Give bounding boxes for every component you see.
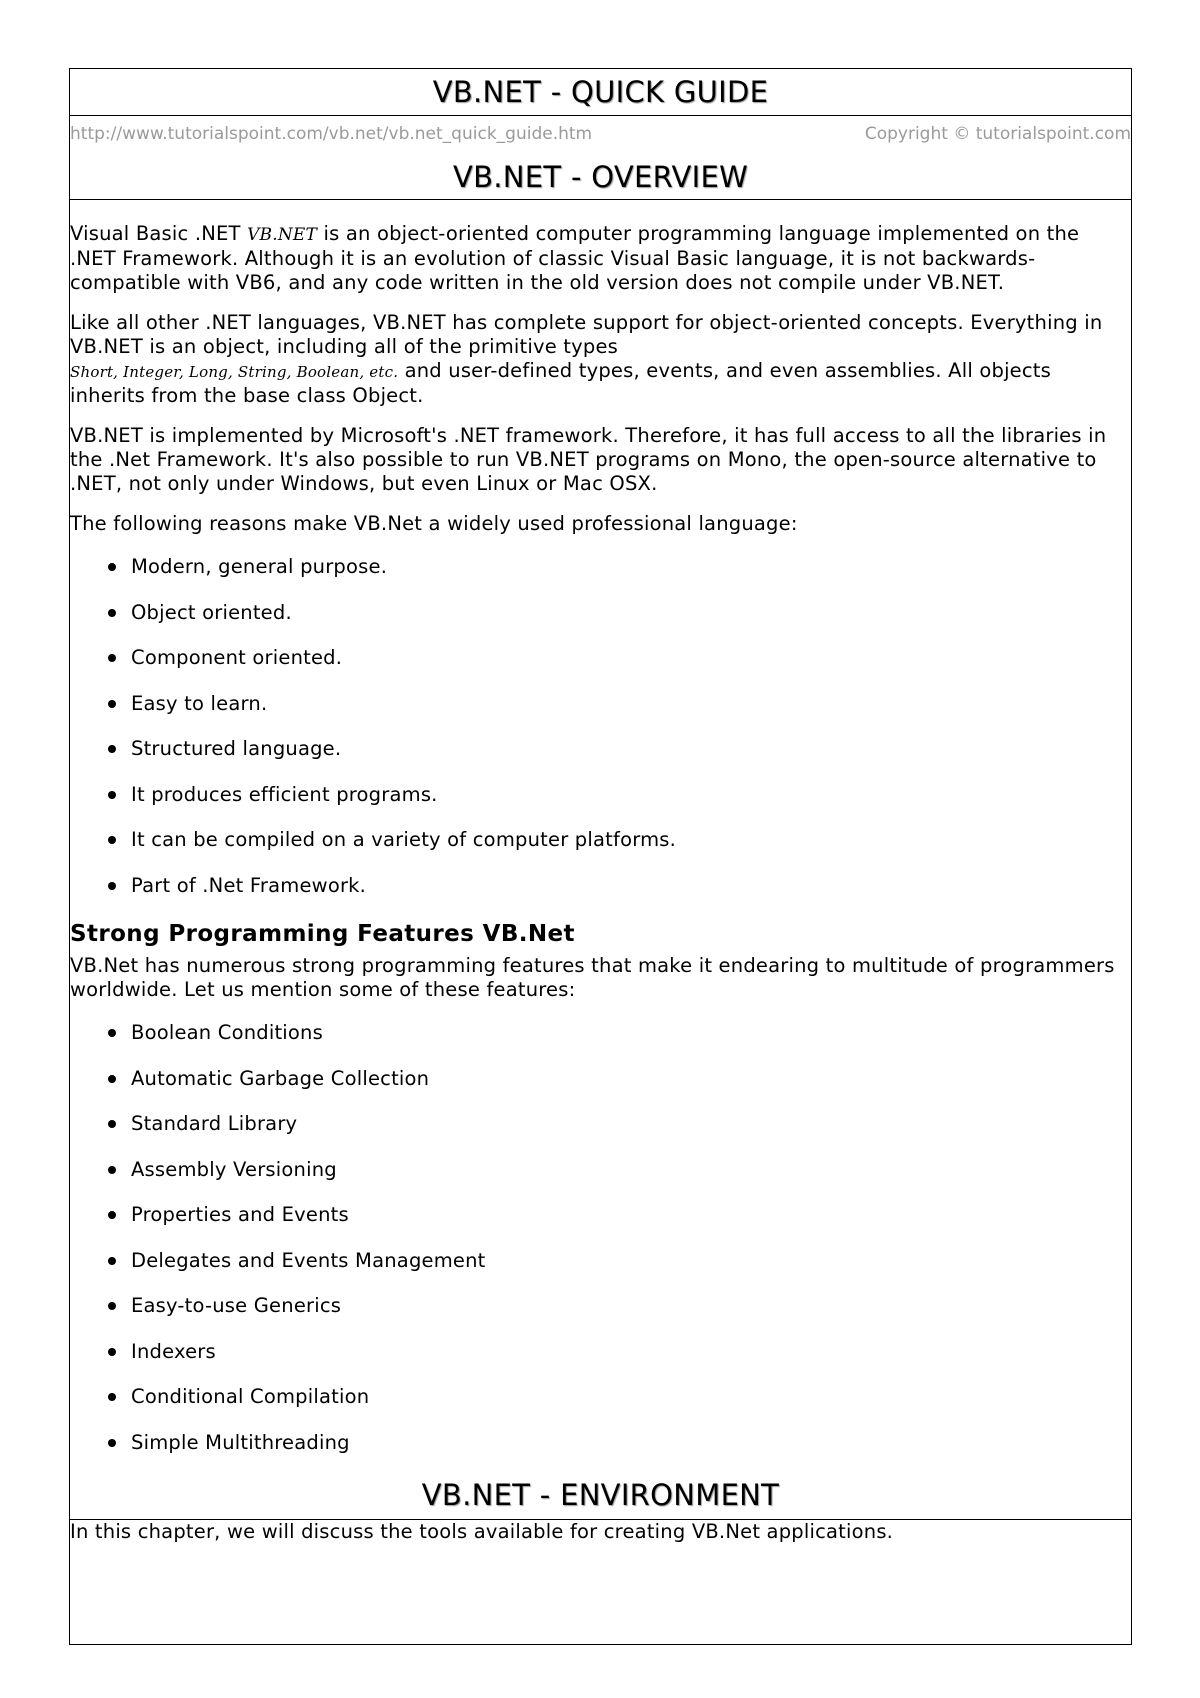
bullet-icon bbox=[108, 1302, 116, 1310]
list-item bbox=[70, 863, 1131, 909]
source-row bbox=[70, 116, 1131, 152]
environment-heading bbox=[70, 1471, 1131, 1520]
list-item-text: Delegates and Events Management bbox=[131, 1248, 486, 1272]
bullet-icon bbox=[108, 1166, 116, 1174]
list-item bbox=[70, 1056, 1131, 1102]
list-item-text: It can be compiled on a variety of computer platforms. bbox=[131, 828, 677, 851]
italic-term: VB.NET bbox=[247, 225, 318, 245]
environment-intro: In this chapter, we will discuss the tools available for creating VB.Net applications. bbox=[70, 1520, 894, 1543]
text-span: is an object-oriented computer programming language implemented on the .NET Framework. Although it is an evolution of classic Visual Basic language, it is not backwards-compatible with VB6, and any code written in the old version does not compile under VB.NET. bbox=[70, 222, 1080, 294]
list-item-text: Object oriented. bbox=[131, 600, 292, 624]
features-intro: VB.Net has numerous strong programming features that make it endearing to multitude of programmers worldwide. Let us mention some of these features: bbox=[70, 954, 1115, 1001]
bullet-icon bbox=[108, 654, 116, 662]
list-item-text: Easy-to-use Generics bbox=[131, 1294, 342, 1317]
text-span: and user-defined types, events, and even assemblies. All objects inherits from the base class Object. bbox=[70, 359, 1052, 407]
bullet-icon bbox=[108, 1257, 116, 1265]
page-title bbox=[70, 69, 1131, 116]
features-heading: Strong Programming Features VB.Net bbox=[70, 921, 575, 947]
overview-paragraph-4: The following reasons make VB.Net a widely used professional language: bbox=[70, 512, 798, 535]
list-item bbox=[70, 772, 1131, 818]
list-item bbox=[70, 1374, 1131, 1420]
list-item bbox=[70, 726, 1131, 772]
list-item-text: Structured language. bbox=[131, 737, 342, 760]
list-item-text: Indexers bbox=[131, 1339, 216, 1363]
list-item-text: Simple Multithreading bbox=[131, 1430, 350, 1454]
bullet-icon bbox=[108, 700, 116, 708]
list-item bbox=[70, 1238, 1131, 1284]
list-item bbox=[70, 1010, 1131, 1056]
list-item bbox=[70, 590, 1131, 636]
features-list bbox=[70, 1010, 1131, 1465]
list-item-text: Easy to learn. bbox=[131, 691, 268, 715]
list-item-text: Boolean Conditions bbox=[131, 1021, 323, 1044]
copyright-text: Copyright © tutorialspoint.com bbox=[864, 124, 1131, 144]
overview-heading-text: VB.NET - OVERVIEW bbox=[452, 160, 749, 194]
overview-heading bbox=[70, 152, 1131, 200]
list-item bbox=[70, 1101, 1131, 1147]
bullet-icon bbox=[108, 563, 116, 571]
list-item bbox=[70, 635, 1131, 681]
source-url-link[interactable]: http://www.tutorialspoint.com/vb.net/vb.net_quick_guide.htm bbox=[70, 124, 593, 144]
list-item-text: Part of .Net Framework. bbox=[131, 873, 367, 897]
environment-body bbox=[70, 1520, 1131, 1544]
list-item bbox=[70, 1283, 1131, 1329]
overview-paragraph-1 bbox=[70, 222, 1131, 295]
list-item-text: Properties and Events bbox=[131, 1203, 349, 1226]
bullet-icon bbox=[108, 1211, 116, 1219]
text-span: Like all other .NET languages, VB.NET has complete support for object-oriented concepts. Everything in VB.NET is an object, including all of the primitive types bbox=[70, 311, 1103, 358]
overview-paragraph-2 bbox=[70, 311, 1131, 408]
bullet-icon bbox=[108, 1393, 116, 1401]
list-item bbox=[70, 817, 1131, 863]
environment-heading-text: VB.NET - ENVIRONMENT bbox=[421, 1478, 780, 1512]
bullet-icon bbox=[108, 836, 116, 844]
overview-paragraph-3: VB.NET is implemented by Microsoft's .NET framework. Therefore, it has full access to all the libraries in the .Net Framework. It's also possible to run VB.NET programs on Mono, the open-source alternative to .NET, not only under Windows, but even Linux or Mac OSX. bbox=[70, 424, 1107, 495]
bullet-icon bbox=[108, 1029, 116, 1037]
italic-term: Short, Integer, Long, String, Boolean, etc. bbox=[70, 363, 399, 381]
bullet-icon bbox=[108, 1439, 116, 1447]
list-item-text: Component oriented. bbox=[131, 646, 343, 669]
list-item bbox=[70, 544, 1131, 590]
bullet-icon bbox=[108, 609, 116, 617]
list-item-text: Conditional Compilation bbox=[131, 1385, 370, 1408]
document-body bbox=[70, 222, 1131, 1465]
page-title-text: VB.NET - QUICK GUIDE bbox=[432, 75, 769, 109]
bullet-icon bbox=[108, 745, 116, 753]
page-frame bbox=[69, 68, 1132, 1645]
list-item bbox=[70, 1329, 1131, 1375]
list-item bbox=[70, 1192, 1131, 1238]
list-item-text: Automatic Garbage Collection bbox=[131, 1066, 430, 1090]
bullet-icon bbox=[108, 791, 116, 799]
list-item-text: Standard Library bbox=[131, 1112, 298, 1135]
list-item bbox=[70, 1147, 1131, 1193]
text-span: Visual Basic .NET bbox=[70, 222, 248, 245]
list-item-text: Assembly Versioning bbox=[131, 1157, 337, 1181]
bullet-icon bbox=[108, 882, 116, 890]
list-item-text: It produces efficient programs. bbox=[131, 782, 438, 806]
list-item bbox=[70, 1420, 1131, 1466]
bullet-icon bbox=[108, 1075, 116, 1083]
reasons-list bbox=[70, 544, 1131, 908]
list-item-text: Modern, general purpose. bbox=[131, 555, 388, 578]
bullet-icon bbox=[108, 1120, 116, 1128]
list-item bbox=[70, 681, 1131, 727]
bullet-icon bbox=[108, 1348, 116, 1356]
